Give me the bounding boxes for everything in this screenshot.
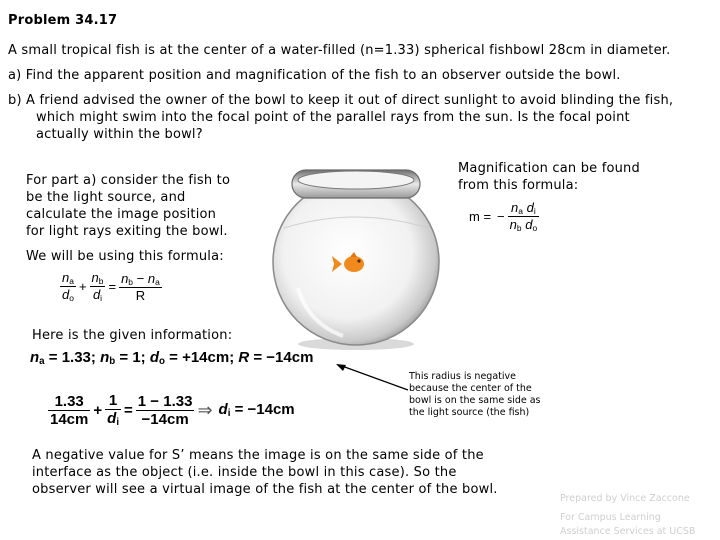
left-note-line: For part a) consider the fish to	[26, 173, 231, 188]
magnification-fraction	[508, 200, 540, 233]
op-minus: −	[136, 270, 145, 286]
var: d	[149, 349, 159, 366]
conclusion-line: A negative value for S’ means the image is on the same side of the	[32, 448, 484, 463]
part-b-line-2: which might swim into the focal point of the parallel rays from the sun. Is the focal point	[36, 110, 630, 125]
implies-icon: ⇒	[197, 399, 213, 420]
radius-note	[409, 371, 541, 419]
op-plus: +	[78, 279, 87, 294]
den: 14cm	[50, 410, 89, 428]
num: 1.33	[48, 393, 90, 411]
left-note-line: calculate the image position	[26, 207, 217, 222]
value: = 1;	[119, 349, 146, 366]
sub: i	[100, 293, 103, 303]
radius-note-line: the light source (the fish)	[409, 407, 530, 418]
term-fraction	[105, 392, 121, 428]
sub: b	[98, 276, 104, 286]
arrow-icon	[330, 360, 410, 392]
sub: o	[69, 293, 74, 303]
sub: i	[227, 408, 231, 419]
den: −14cm	[141, 410, 189, 428]
sub: a	[518, 206, 523, 216]
sub: b	[516, 223, 522, 233]
sub: b	[128, 276, 133, 287]
footer-credit	[560, 492, 695, 539]
rhs-fraction	[119, 271, 162, 303]
rhs-fraction	[136, 393, 195, 428]
op-plus: +	[93, 401, 103, 419]
left-note	[26, 172, 230, 240]
sub: o	[159, 356, 165, 367]
num: 1	[105, 392, 121, 410]
bowl-opening	[298, 171, 414, 189]
conclusion-line: observer will see a virtual image of the fish at the center of the bowl.	[32, 482, 498, 497]
value: = +14cm;	[169, 349, 235, 366]
sub: a	[69, 276, 74, 286]
var: d	[107, 410, 117, 427]
term-fraction	[48, 393, 90, 428]
conclusion	[32, 447, 498, 498]
result-value: = −14cm	[234, 401, 295, 418]
radius-note-line: because the center of the	[409, 383, 532, 394]
refraction-formula	[60, 270, 162, 303]
given-intro: Here is the given information:	[32, 328, 233, 343]
fishbowl-illustration	[268, 158, 444, 350]
var: d	[525, 217, 533, 232]
var: n	[91, 270, 99, 285]
var: d	[62, 287, 70, 302]
conclusion-line: interface as the object (i.e. inside the bowl in this case). So the	[32, 465, 457, 480]
var: d	[218, 401, 228, 418]
sub: o	[532, 223, 538, 233]
footer-line: Assistance Services at UCSB	[560, 526, 696, 537]
sub: i	[533, 206, 536, 216]
sub: a	[155, 276, 160, 287]
var: n	[511, 200, 519, 215]
sub: b	[109, 356, 116, 367]
footer-line: For Campus Learning	[560, 512, 661, 523]
magnification-note-line: Magnification can be found	[458, 161, 640, 176]
var: n	[147, 270, 156, 286]
var: n	[509, 217, 517, 232]
num: 1 − 1.33	[137, 392, 193, 410]
formula-minus: −	[497, 209, 505, 224]
sub: a	[39, 356, 45, 367]
var: n	[62, 270, 70, 285]
part-a-text: a) Find the apparent position and magnification of the fish to an observer outside the bowl.	[8, 68, 621, 83]
problem-title: Problem 34.17	[8, 13, 118, 28]
var: d	[526, 200, 534, 215]
var: R	[135, 287, 146, 303]
op-equals: =	[108, 279, 117, 294]
var: n	[30, 349, 40, 366]
var: n	[121, 270, 129, 286]
magnification-formula	[466, 200, 539, 233]
part-b-line-3: actually within the bowl?	[36, 127, 203, 142]
footer-line: Prepared by Vince Zaccone	[560, 493, 690, 504]
var: R	[238, 349, 250, 366]
radius-note-line: This radius is negative	[409, 371, 516, 382]
given-values	[30, 349, 313, 367]
magnification-note	[458, 160, 640, 194]
left-note-line: be the light source, and	[26, 190, 186, 205]
part-b-line-1: b) A friend advised the owner of the bowl to keep it out of direct sunlight to avoid blinding the fish,	[8, 93, 674, 108]
var: n	[100, 349, 110, 366]
term-fraction	[90, 270, 106, 303]
magnification-note-line: from this formula:	[458, 178, 579, 193]
problem-statement: A small tropical fish is at the center of a water-filled (n=1.33) spherical fishbowl 28cm in diameter.	[8, 43, 671, 58]
formula-lhs: m =	[469, 209, 492, 224]
left-note-line: for light rays exiting the bowl.	[26, 224, 228, 239]
formula-intro: We will be using this formula:	[26, 249, 224, 264]
op-equals: =	[124, 401, 133, 419]
value: = −14cm	[253, 349, 314, 366]
solution-equation	[48, 392, 298, 428]
radius-note-line: bowl is on the same side as	[409, 395, 541, 406]
sub: i	[116, 417, 120, 428]
var: d	[92, 287, 101, 302]
value: = 1.33;	[48, 349, 96, 366]
term-fraction	[60, 270, 76, 303]
